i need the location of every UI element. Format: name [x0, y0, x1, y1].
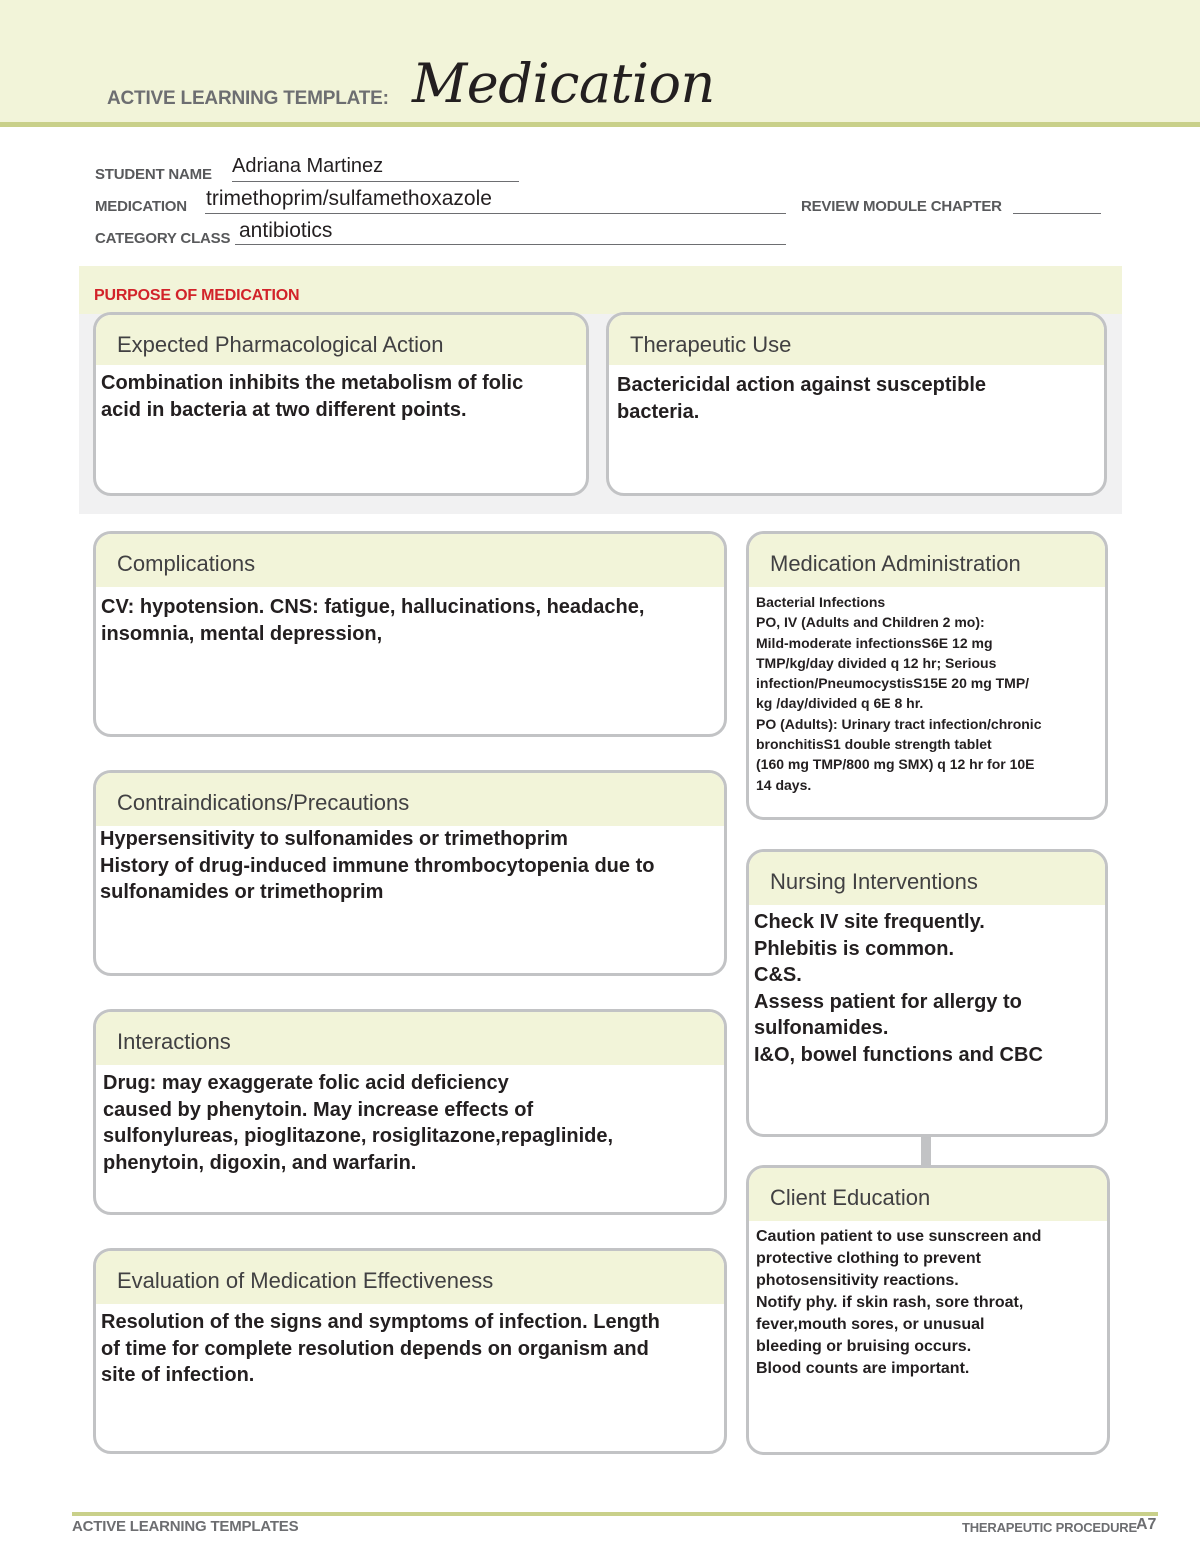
text-line: History of drug-induced immune thrombocytopenia due to	[100, 854, 655, 877]
text-line: of time for complete resolution depends on organism and	[101, 1337, 649, 1360]
review-module-label: REVIEW MODULE CHAPTER	[801, 198, 1002, 215]
text-line: Assess patient for allergy to	[754, 990, 1022, 1013]
text-line: bacteria.	[617, 400, 700, 423]
text-line: protective clothing to prevent	[756, 1250, 981, 1267]
page-title: Medication	[412, 52, 715, 115]
text-line: phenytoin, digoxin, and warfarin.	[103, 1151, 417, 1174]
text-line: Notify phy. if skin rash, sore throat,	[756, 1294, 1024, 1311]
evaluation-title: Evaluation of Medication Effectiveness	[96, 1251, 724, 1304]
text-line: acid in bacteria at two different points.	[101, 398, 467, 421]
contraindications-text	[96, 826, 724, 906]
therapeutic-use-text	[609, 365, 1104, 425]
text-line: CV: hypotension. CNS: fatigue, hallucinations, headache,	[101, 596, 645, 618]
student-name-label: STUDENT NAME	[95, 166, 212, 183]
nursing-text	[749, 905, 1105, 1068]
text-line: Phlebitis is common.	[754, 937, 955, 960]
therapeutic-use-title: Therapeutic Use	[609, 315, 1104, 365]
therapeutic-use-box	[606, 312, 1107, 496]
text-line: Bacterial Infections	[756, 594, 886, 610]
text-line: C&S.	[754, 964, 802, 986]
text-line: 14 days.	[756, 776, 812, 793]
review-module-line	[1013, 213, 1101, 214]
purpose-label: PURPOSE OF MEDICATION	[94, 287, 300, 304]
header-rule	[0, 122, 1200, 127]
text-line: sulfonamides or trimethoprim	[100, 881, 384, 903]
footer-right-label: THERAPEUTIC PROCEDURE	[962, 1520, 1137, 1535]
category-class-line	[235, 244, 786, 245]
text-line: sulfonamides.	[754, 1017, 889, 1039]
evaluation-box	[93, 1248, 727, 1454]
interactions-text	[96, 1065, 724, 1176]
text-line: TMP/kg/day divided q 12 hr; Serious	[756, 654, 997, 671]
education-box	[746, 1165, 1110, 1455]
contraindications-title: Contraindications/Precautions	[96, 773, 724, 826]
category-class-label: CATEGORY CLASS	[95, 230, 231, 247]
text-line: photosensitivity reactions.	[756, 1272, 959, 1289]
text-line: Resolution of the signs and symptoms of infection. Length	[101, 1311, 660, 1333]
template-label: ACTIVE LEARNING TEMPLATE:	[107, 88, 389, 109]
expected-action-box	[93, 312, 589, 496]
interactions-box	[93, 1009, 727, 1215]
nursing-box	[746, 849, 1108, 1137]
text-line: Combination inhibits the metabolism of folic	[101, 372, 524, 394]
text-line: Check IV site frequently.	[754, 911, 985, 933]
footer-rule	[72, 1512, 1158, 1516]
text-line: Hypersensitivity to sulfonamides or trimethoprim	[100, 828, 568, 850]
text-line: I&O, bowel functions and CBC	[754, 1043, 1043, 1066]
interactions-title: Interactions	[96, 1012, 724, 1065]
text-line: fever,mouth sores, or unusual	[756, 1316, 985, 1333]
text-line: caused by phenytoin. May increase effects of	[103, 1098, 534, 1121]
medication-line	[205, 213, 786, 214]
text-line: sulfonylureas, pioglitazone, rosiglitazone,repaglinide,	[103, 1125, 614, 1147]
text-line: site of infection.	[101, 1364, 255, 1386]
administration-box	[746, 531, 1108, 820]
connector-bar	[921, 1134, 931, 1167]
evaluation-text	[96, 1304, 724, 1389]
text-line: Bactericidal action against susceptible	[617, 374, 987, 396]
text-line: bleeding or bruising occurs.	[756, 1338, 972, 1355]
nursing-title: Nursing Interventions	[749, 852, 1105, 905]
expected-action-text	[96, 365, 586, 423]
page-number: A7	[1136, 1516, 1157, 1533]
administration-text	[749, 587, 1105, 795]
contraindications-box	[93, 770, 727, 976]
complications-title: Complications	[96, 534, 724, 587]
student-name-line	[232, 181, 519, 182]
text-line: Caution patient to use sunscreen and	[756, 1228, 1042, 1245]
complications-box	[93, 531, 727, 737]
text-line: PO, IV (Adults and Children 2 mo):	[756, 614, 985, 631]
category-class-field[interactable]: antibiotics	[239, 219, 333, 242]
footer-left-label: ACTIVE LEARNING TEMPLATES	[72, 1518, 299, 1535]
text-line: Drug: may exaggerate folic acid deficiency	[103, 1072, 509, 1094]
text-line: Blood counts are important.	[756, 1360, 970, 1377]
text-line: (160 mg TMP/800 mg SMX) q 12 hr for 10E	[756, 756, 1035, 773]
education-title: Client Education	[749, 1168, 1107, 1221]
text-line: kg /day/divided q 6E 8 hr.	[756, 695, 924, 712]
complications-text	[96, 587, 724, 647]
expected-action-title: Expected Pharmacological Action	[96, 315, 586, 365]
medication-label: MEDICATION	[95, 198, 187, 215]
student-name-field[interactable]: Adriana Martinez	[232, 155, 384, 177]
education-text	[749, 1221, 1107, 1380]
medication-field[interactable]: trimethoprim/sulfamethoxazole	[206, 187, 492, 210]
text-line: Mild-moderate infectionsS6E 12 mg	[756, 634, 993, 651]
text-line: PO (Adults): Urinary tract infection/chronic	[756, 715, 1042, 732]
administration-title: Medication Administration	[749, 534, 1105, 587]
text-line: bronchitisS1 double strength tablet	[756, 736, 992, 753]
text-line: infection/PneumocystisS15E 20 mg TMP/	[756, 675, 1030, 692]
text-line: insomnia, mental depression,	[101, 622, 383, 645]
